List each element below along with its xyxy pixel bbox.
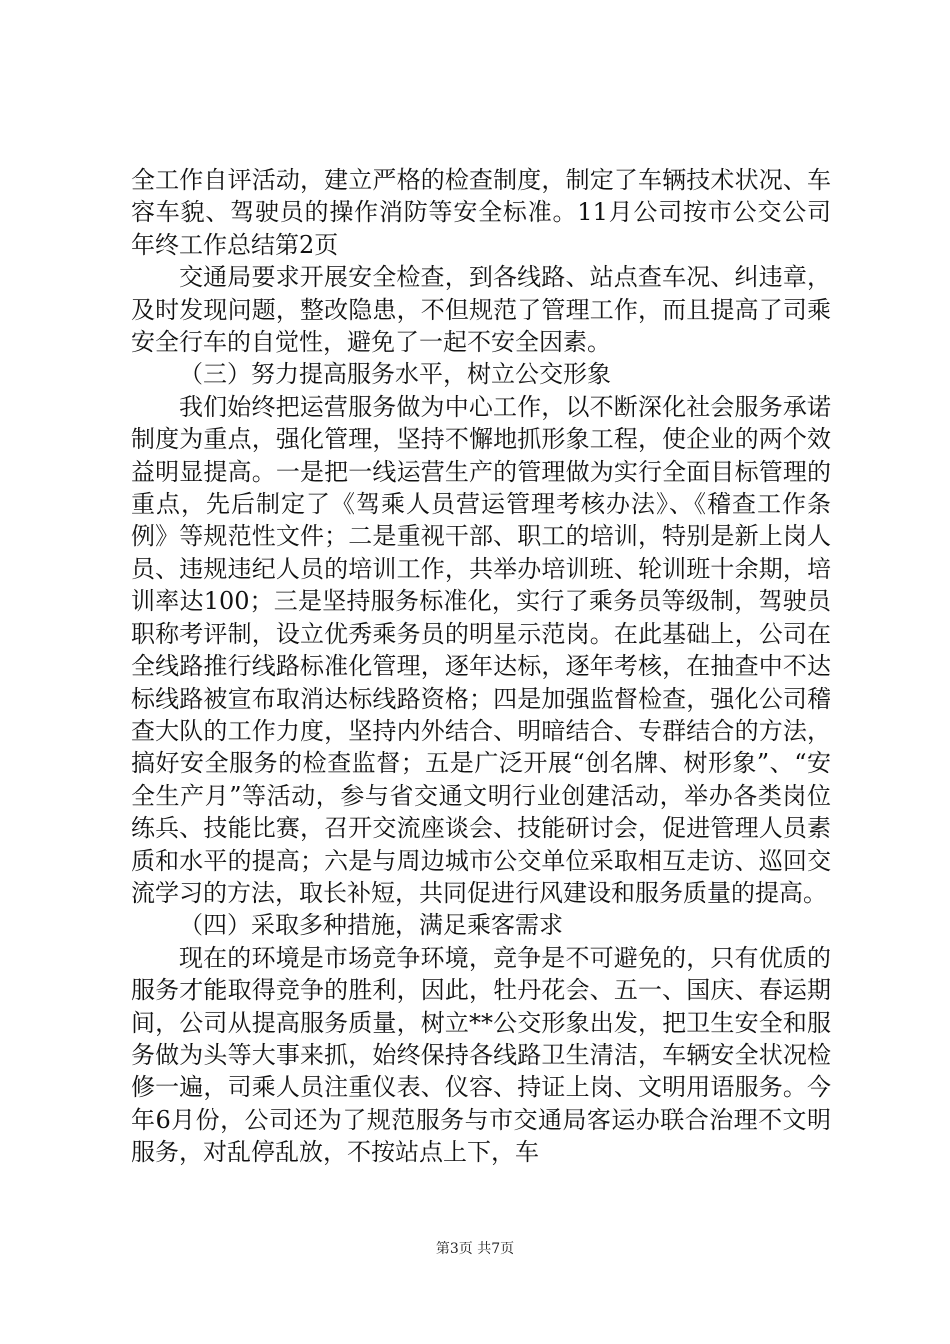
page-footer: 第3页 共7页 [435,1241,515,1257]
paragraph-passenger-needs: 现在的环境是市场竞争环境，竞争是不可避免的，只有优质的服务才能取得竞争的胜利，因此，牡丹花会、五一、国庆、春运期间，公司从提高服务质量，树立**公交形象出发，把卫生安全和服务做为头等大事来抓，始终保持各线路卫生清洁，车辆安全状况检修一遍，司乘人员注重仪表、仪容、持证上岗、文明用语服务。今年6月份，公司还为了规范服务与市交通局客运办联合治理不文明服务，对乱停乱放，不按站点上下，车 [131,943,831,1167]
section-heading-four: （四）采取多种措施，满足乘客需求 [179,911,563,940]
paragraph-safety-standards: 全工作自评活动，建立严格的检查制度，制定了车辆技术状况、车容车貌、驾驶员的操作消防等安全标准。11月公司按市公交公司年终工作总结第2页 [131,166,831,259]
section-heading-three: （三）努力提高服务水平，树立公交形象 [179,360,611,389]
paragraph-service-level: 我们始终把运营服务做为中心工作，以不断深化社会服务承诺制度为重点，强化管理，坚持不懈地抓形象工程，使企业的两个效益明显提高。一是把一线运营生产的管理做为实行全面目标管理的重点，先后制定了《驾乘人员营运管理考核办法》、《稽查工作条例》等规范性文件；二是重视干部、职工的培训，特别是新上岗人员、违规违纪人员的培训工作，共举办培训班、轮训班十余期，培训率达100；三是坚持服务标准化，实行了乘务员等级制，驾驶员职称考评制，设立优秀乘务员的明星示范岗。在此基础上，公司在全线路推行线路标准化管理，逐年达标，逐年考核，在抽查中不达标线路被宣布取消达标线路资格；四是加强监督检查，强化公司稽查大队的工作力度，坚持内外结合、明暗结合、专群结合的方法，搞好安全服务的检查监督；五是广泛开展“创名牌、树形象”、“安全生产月”等活动，参与省交通文明行业创建活动，举办各类岗位练兵、技能比赛，召开交流座谈会、技能研讨会，促进管理人员素质和水平的提高；六是与周边城市公交单位采取相互走访、巡回交流学习的方法，取长补短，共同促进行风建设和服务质量的提高。 [131,392,831,907]
paragraph-safety-inspection: 交通局要求开展安全检查，到各线路、站点查车况、纠违章，及时发现问题，整改隐患，不但规范了管理工作，而且提高了司乘安全行车的自觉性，避免了一起不安全因素。 [131,263,831,357]
document-body [131,164,831,1169]
